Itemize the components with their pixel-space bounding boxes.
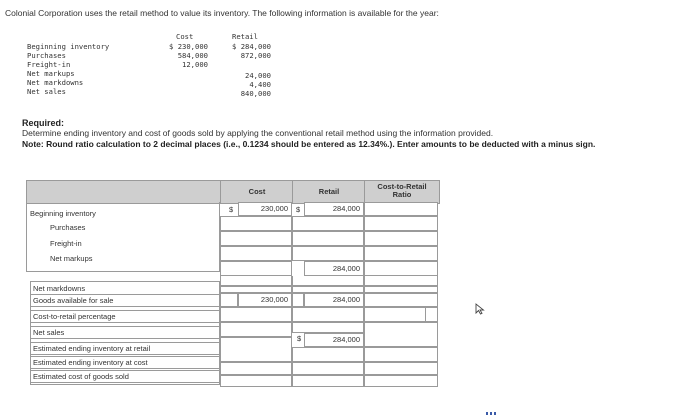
problem-intro: Colonial Corporation uses the retail method to value its inventory. The following information is available for the year:	[5, 8, 439, 18]
est-ending-cost-input[interactable]	[220, 362, 292, 375]
net-sales-retail-dollar: $	[297, 334, 302, 343]
cost-to-retail-ratio-input[interactable]	[364, 307, 426, 322]
given-label-freight: Freight-in	[27, 60, 71, 69]
given-retail-markups: 24,000	[245, 71, 271, 80]
given-label-purchases: Purchases	[27, 51, 66, 60]
cost-to-retail-pct-cell	[426, 307, 438, 322]
label-goods-available: Goods available for sale	[30, 294, 220, 307]
given-retail-sales: 840,000	[240, 89, 271, 98]
goods-available-retail-input[interactable]: 284,000	[304, 293, 364, 307]
est-ending-cost-retail-cell	[292, 362, 364, 375]
goods-available-cost-input[interactable]: 230,000	[238, 293, 292, 307]
given-cost-header: Cost	[176, 32, 194, 41]
given-label-markups: Net markups	[27, 69, 75, 78]
net-sales-retail-input[interactable]	[292, 322, 364, 333]
label-est-cogs: Estimated cost of goods sold	[30, 370, 220, 383]
net-sales-cost-cell	[220, 322, 292, 337]
cost-to-retail-cost-cell	[220, 307, 292, 322]
label-net-sales: Net sales	[30, 326, 220, 339]
more-dots-icon	[486, 412, 496, 415]
beginning-retail-dollar: $	[296, 205, 301, 214]
est-ending-retail-cost-cell	[220, 337, 292, 362]
given-retail-markdowns: 4,400	[249, 80, 271, 89]
freight-retail-input[interactable]	[292, 231, 364, 246]
cost-to-retail-retail-cell	[292, 307, 364, 322]
purchases-ratio-cell	[364, 216, 438, 231]
goods-available-retail-left	[292, 293, 304, 307]
mouse-cursor-icon	[475, 303, 485, 315]
label-freight-in: Freight-in	[50, 239, 82, 248]
beginning-cost-dollar: $	[229, 205, 234, 214]
label-purchases: Purchases	[50, 223, 86, 232]
markdowns-ratio-cell	[364, 286, 438, 293]
beginning-retail-input[interactable]: 284,000	[304, 202, 364, 216]
est-ending-cost-ratio-cell	[364, 362, 438, 375]
given-retail-beginning: $ 284,000	[232, 42, 271, 51]
est-cogs-cost-input[interactable]	[220, 375, 292, 387]
label-net-markups: Net markups	[50, 254, 93, 263]
label-est-ending-retail: Estimated ending inventory at retail	[30, 342, 220, 355]
table-header-blank	[26, 180, 222, 204]
required-title: Required:	[22, 118, 65, 128]
markdowns-cost-input[interactable]	[220, 286, 292, 293]
ratio-column-header: Cost-to-Retail Ratio	[377, 182, 427, 199]
required-note-bold: Note: Round ratio calculation to 2 decimal places (i.e., 0.1234 should be entered as 12.34%.). Enter amounts to be deducted with a minus sign.	[22, 139, 596, 149]
given-cost-freight: 12,000	[182, 60, 208, 69]
spacer-retail-cell	[292, 276, 364, 286]
given-retail-purchases: 872,000	[240, 51, 271, 60]
net-sales-ratio-cell	[364, 322, 438, 347]
subtotal-ratio-cell	[364, 261, 438, 276]
table-header-cost	[220, 180, 294, 204]
retail-column-header: Retail	[318, 187, 340, 196]
table-header-retail	[292, 180, 366, 204]
goods-available-ratio-cell	[364, 293, 438, 307]
required-text: Determine ending inventory and cost of goods sold by applying the conventional retail method using the information provided.	[22, 128, 494, 138]
goods-available-cost-left	[220, 293, 238, 307]
purchases-retail-input[interactable]	[292, 216, 364, 231]
markups-cost-input[interactable]	[220, 246, 292, 261]
required-note	[22, 139, 662, 150]
given-cost-beginning: $ 230,000	[169, 42, 208, 51]
label-est-ending-cost: Estimated ending inventory at cost	[30, 356, 220, 369]
label-beginning-inventory: Beginning inventory	[30, 209, 96, 218]
beginning-cost-input[interactable]: 230,000	[238, 202, 292, 216]
est-ending-retail-ratio-cell	[364, 347, 438, 362]
est-cogs-ratio-cell	[364, 375, 438, 387]
spacer-cost-cell	[220, 276, 292, 286]
beginning-ratio-cell	[364, 202, 438, 216]
subtotal-cost-cell	[220, 261, 292, 276]
markdowns-retail-input[interactable]	[292, 286, 364, 293]
given-retail-header: Retail	[232, 32, 258, 41]
table-header-ratio	[364, 180, 440, 204]
purchases-cost-input[interactable]	[220, 216, 292, 231]
freight-ratio-cell	[364, 231, 438, 246]
net-sales-retail-total-input[interactable]: 284,000	[304, 333, 364, 347]
label-net-markdowns: Net markdowns	[33, 284, 86, 293]
given-cost-purchases: 584,000	[177, 51, 208, 60]
given-label-markdowns: Net markdowns	[27, 78, 84, 87]
subtotal-retail-input[interactable]: 284,000	[304, 261, 364, 276]
given-label-beginning: Beginning inventory	[27, 42, 110, 51]
spacer-ratio-cell	[364, 276, 438, 286]
markups-retail-input[interactable]	[292, 246, 364, 261]
est-cogs-retail-cell	[292, 375, 364, 387]
cost-column-header: Cost	[248, 187, 266, 196]
label-cost-to-retail: Cost-to-retail percentage	[30, 310, 220, 323]
freight-cost-input[interactable]	[220, 231, 292, 246]
markups-ratio-cell	[364, 246, 438, 261]
est-ending-retail-input[interactable]	[292, 347, 364, 362]
given-label-sales: Net sales	[27, 87, 66, 96]
